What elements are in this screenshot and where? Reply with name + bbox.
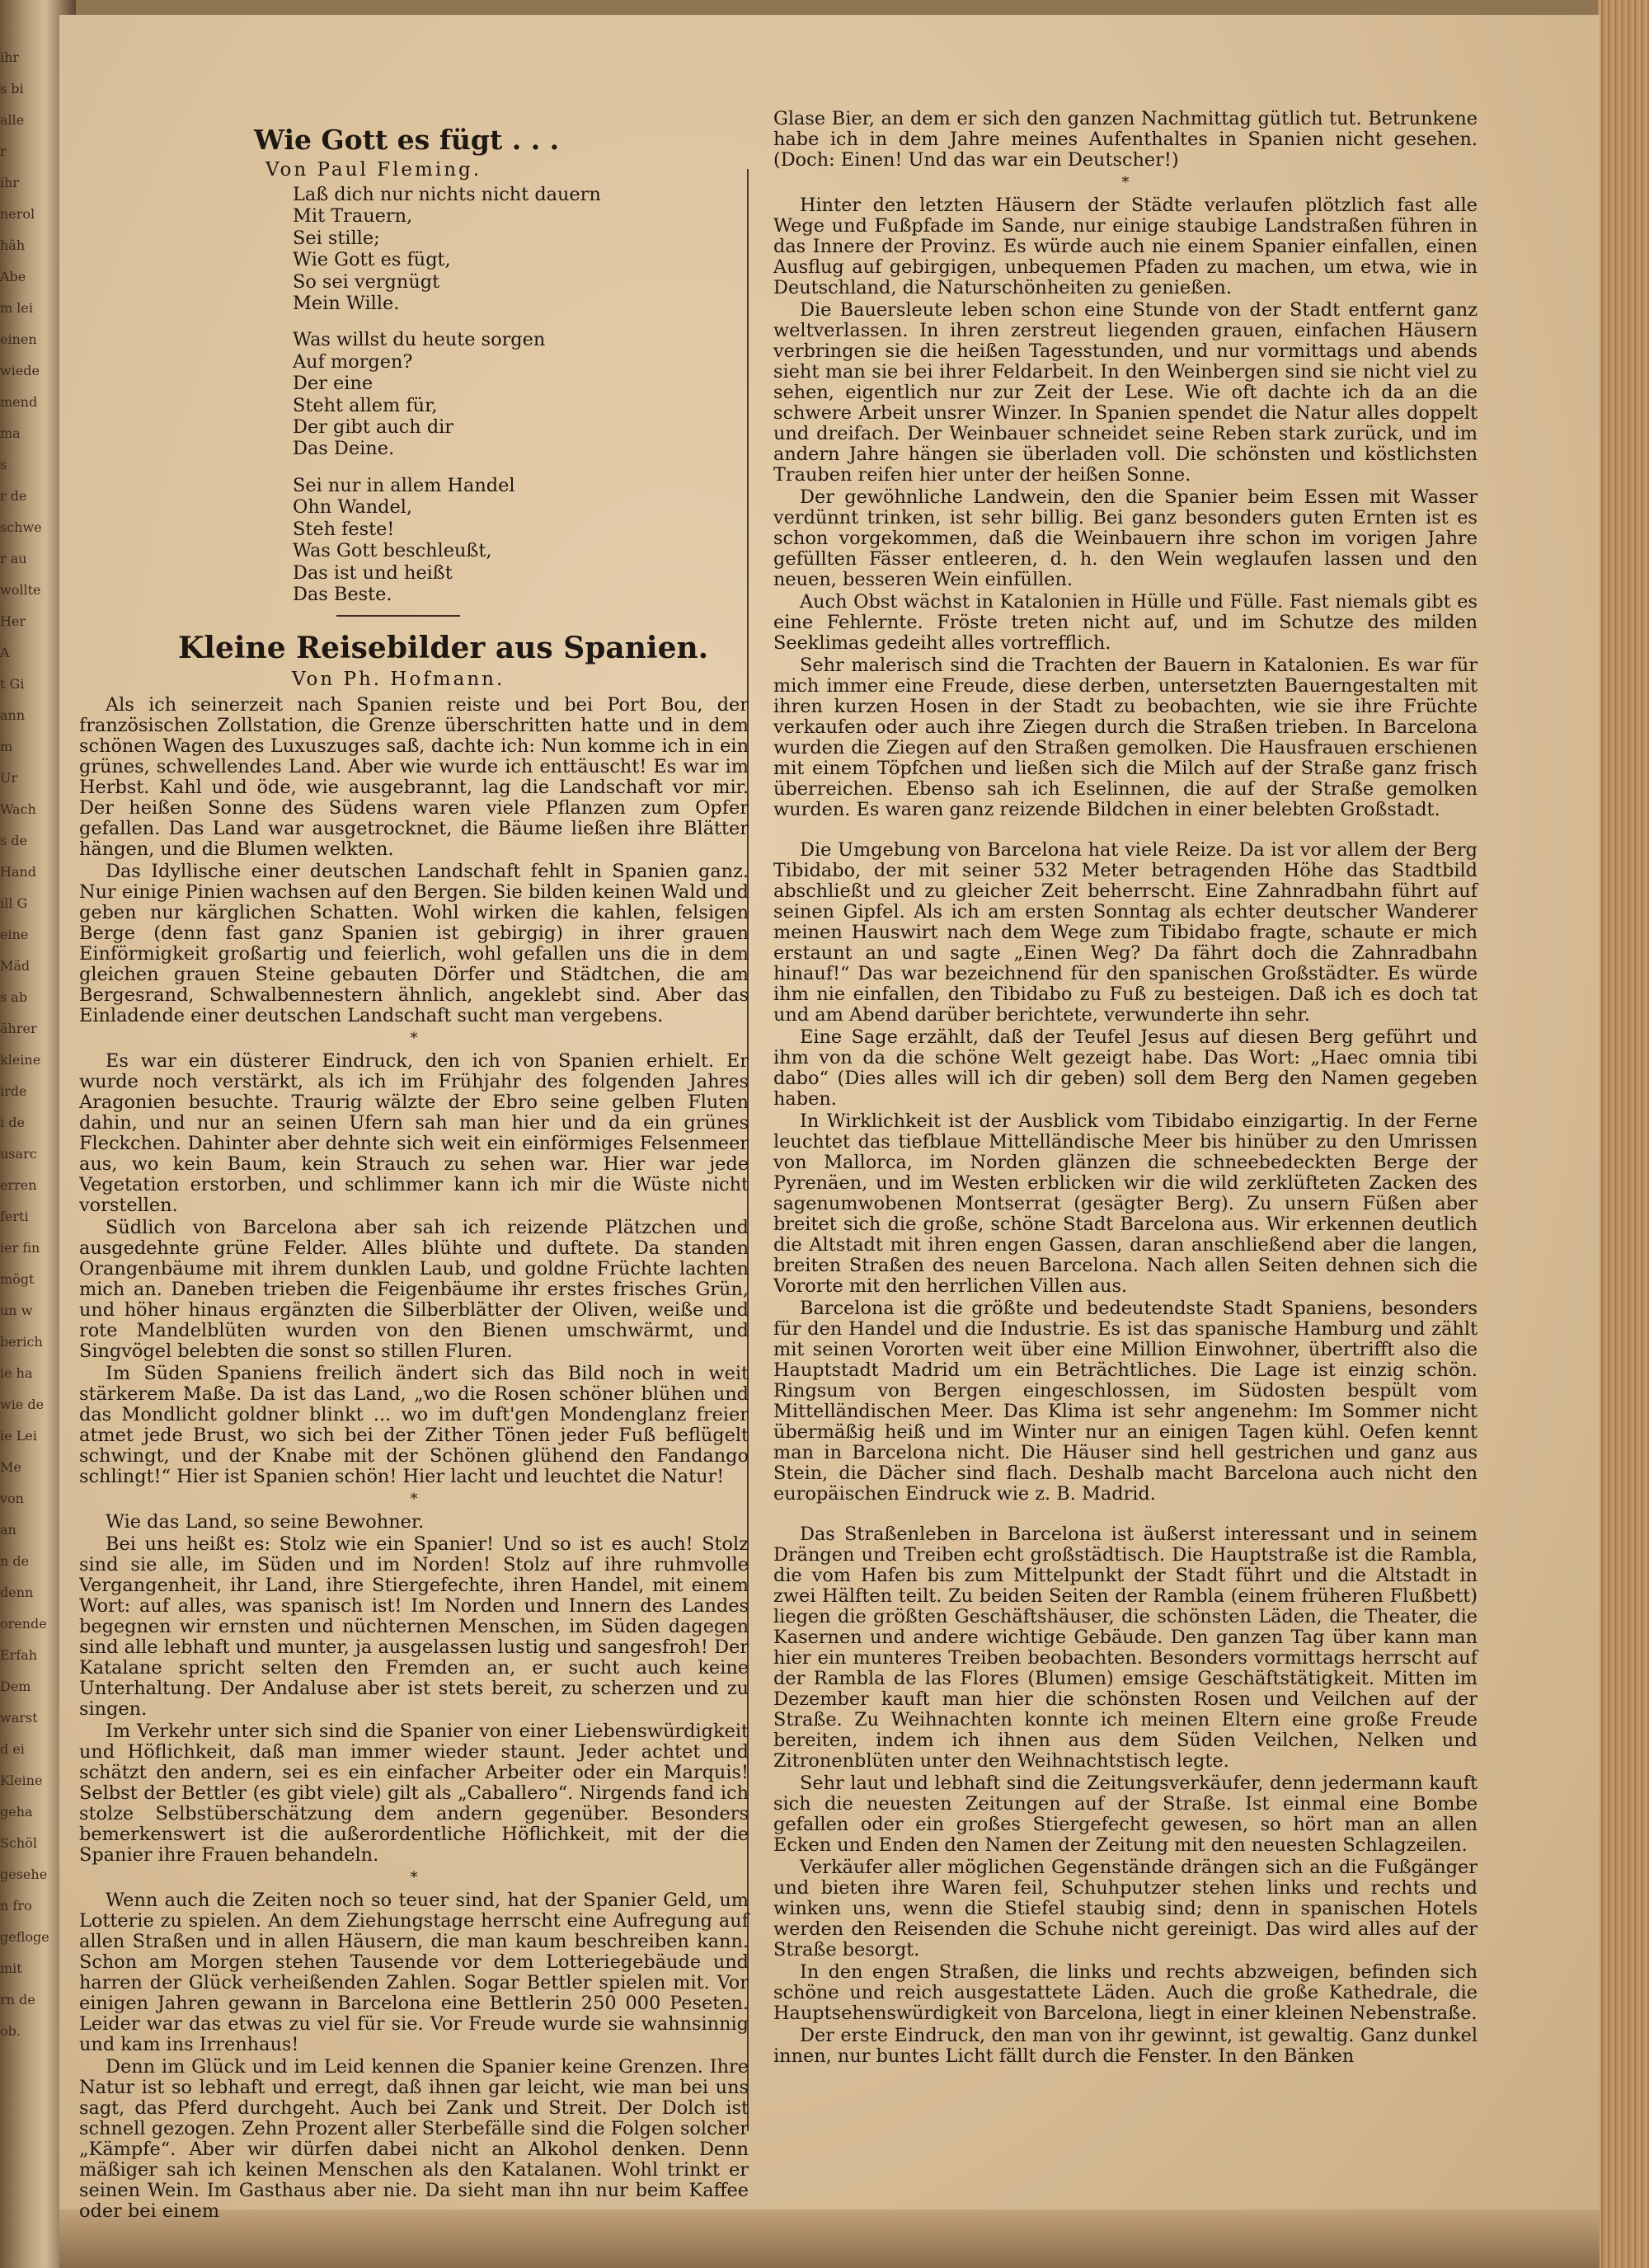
neighbor-page-fragment: orende bbox=[0, 1616, 47, 1632]
section-separator-star: * bbox=[1121, 174, 1130, 191]
neighbor-page-fragment: d ei bbox=[0, 1741, 25, 1757]
article-paragraph: Eine Sage erzählt, daß der Teufel Jesus auf diesen Berg geführt und ihm von da die schöne Welt gezeigt habe. Das Wort: „Haec omnia tibi dabo“ (Dies alles will ich dir geben) soll dem Berg den Namen gegeben haben. bbox=[773, 1026, 1478, 1110]
poem-line: Steh feste! bbox=[293, 518, 395, 540]
neighbor-page-fragment: einen bbox=[0, 331, 37, 347]
neighbor-page-fragment: ma bbox=[0, 425, 21, 441]
poem-line: Mit Trauern, bbox=[293, 205, 413, 228]
neighbor-page-fragment: wollte bbox=[0, 582, 41, 598]
neighbor-page-fragment: Her bbox=[0, 613, 26, 629]
article-paragraph: Im Verkehr unter sich sind die Spanier von einer Liebenswürdigkeit und Höflichkeit, daß man immer wieder staunt. Jeder achtet und schätzt den andern, sei es ein einfacher Arbeiter oder ein Marquis! Selbst der Bettler (es gibt viele) gilt als „Caballero“. Nirgends fand ich stolze Selbstüberschätzung dem andern gegenüber. Besonders bemerkenswert ist die außerordentliche Höflichkeit, mit der die Spanier ihre Frauen behandeln. bbox=[79, 1721, 749, 1867]
neighbor-page-fragment: ährer bbox=[0, 1021, 37, 1036]
neighbor-page-fragment: ihr bbox=[0, 49, 20, 65]
neighbor-page-fragment: geha bbox=[0, 1804, 33, 1820]
stanza-gap bbox=[79, 314, 749, 329]
article-paragraph: Der gewöhnliche Landwein, den die Spanier beim Essen mit Wasser verdünnt trinken, ist sehr billig. Bei ganz besonders guten Ernten ist es schon vorgekommen, daß die Weinbauern ihre schon im vorigen Jahre gefüllten Fässer entleeren, d. h. den Wein weglaufen lassen und den neuen, besseren Wein einfüllen. bbox=[773, 486, 1478, 590]
poem-line: Ohn Wandel, bbox=[293, 496, 413, 519]
neighbor-page-fragment: alle bbox=[0, 112, 25, 128]
neighbor-page-fragment: nerol bbox=[0, 206, 35, 222]
article-section-6 bbox=[773, 840, 1478, 1505]
article-section-7 bbox=[773, 1524, 1478, 2067]
neighbor-page-fragment: ob. bbox=[0, 2023, 21, 2039]
neighbor-page-fragment: Hand bbox=[0, 864, 37, 880]
poem-line: Was willst du heute sorgen bbox=[293, 329, 546, 351]
neighbor-page-fragment: i de bbox=[0, 1115, 25, 1130]
right-column bbox=[773, 109, 1478, 2068]
article-paragraph: Das Idyllische einer deutschen Landschaft fehlt in Spanien ganz. Nur einige Pinien wachsen auf den Bergen. Sie bilden keinen Wald und geben nur kärglichen Schatten. Wohl wirken die kahlen, felsigen Berge (denn fast ganz Spanien ist gebirgig) in ihrer grauen Einförmigkeit großartig und feierlich, wohl gefallen uns die in dem gleichen grauen Steine gebauten Dörfer und Städtchen, die am Bergesrand, Schwalbennestern ähnlich, angeklebt sind. Aber das Einladende einer deutschen Landschaft sucht man vergebens. bbox=[79, 861, 749, 1027]
neighbor-page-fragment: r de bbox=[0, 488, 27, 504]
neighbor-page-fragment: r au bbox=[0, 551, 27, 566]
poem-stanza bbox=[79, 475, 749, 605]
page-stack-edge bbox=[1598, 0, 1649, 2268]
neighbor-page-fragment: ie ha bbox=[0, 1365, 33, 1381]
neighbor-page-fragment: wiede bbox=[0, 363, 40, 378]
section-gap bbox=[773, 1506, 1478, 1524]
neighbor-page-fragment: berich bbox=[0, 1334, 43, 1350]
neighbor-page-fragment: erren bbox=[0, 1177, 37, 1193]
article-paragraph: In Wirklichkeit ist der Ausblick vom Tibidabo einzigartig. In der Ferne leuchtet das tiefblaue Mittelländische Meer bis hinüber zu den Umrissen von Mallorca, im Norden glänzen die schneebedeckten Berge der Pyrenäen, und im Westen erblicken wir die wild zerklüfteten Zacken des sagenumwobenen Montserrat (gesägter Berg). Zu unsern Füßen aber breitet sich die große, schöne Stadt Barcelona aus. Wir erkennen deutlich die Altstadt mit ihren engen Gassen, daran anschließend aber die langen, breiten Straßen des neuen Barcelona. Nach allen Seiten dehnen sich die Vororte mit den herrlichen Villen aus. bbox=[773, 1111, 1478, 1297]
article-paragraph: Sehr malerisch sind die Trachten der Bauern in Katalonien. Es war für mich immer eine Freude, diese derben, untersetzten Bauerngestalten mit ihren kurzen Hosen in der Stadt zu beobachten, wie sie ihre Früchte verkaufen oder auch ihre Ziegen durch die Straßen trieben. In Barcelona wurden die Ziegen auf den Straßen gemolken. Die Hausfrauen erschienen mit einem Töpfchen und ließen sich die Milch auf der Straße ganz frisch überreichen. Ebenso sah ich Eselinnen, die auf der Straße gemolken wurden. Es waren ganz reizende Bildchen in einer belebten Großstadt. bbox=[773, 655, 1478, 820]
neighbor-page-fragment: Mäd bbox=[0, 958, 31, 974]
neighbor-page-fragment: gefloge bbox=[0, 1929, 49, 1945]
neighbor-page-fragment: Abe bbox=[0, 269, 26, 284]
neighbor-page-fragment: irde bbox=[0, 1083, 27, 1099]
article-paragraph: Es war ein düsterer Eindruck, den ich von Spanien erhielt. Er wurde noch verstärkt, als ich im Frühjahr des folgenden Jahres Aragonien besuchte. Traurig wälzte der Ebro seine gelben Fluten dahin, und nur an seinen Ufern sah man hier und da ein grünes Fleckchen. Dahinter aber dehnte sich weit ein einförmiges Felsenmeer aus, wo kein Baum, kein Strauch zu sehen war. Hier war jede Vegetation erstorben, und schlimmer kann ich mir die Wüste nicht vorstellen. bbox=[79, 1050, 749, 1217]
article-paragraph: Hinter den letzten Häusern der Städte verlaufen plötzlich fast alle Wege und Fußpfade im Sande, nur einige staubige Landstraßen führen in das Innere der Provinz. Es würde auch nie einem Spanier einfallen, einen Ausflug auf gebirgigen, unbequemen Pfaden zu machen, um etwa, wie in Deutschland, die Naturschönheiten zu genießen. bbox=[773, 195, 1478, 298]
poem-line: Das ist und heißt bbox=[293, 561, 453, 584]
neighbor-page-fragment: mend bbox=[0, 394, 38, 410]
poem-stanza bbox=[79, 329, 749, 459]
neighbor-page-fragment: s de bbox=[0, 833, 28, 848]
poem-byline: Von Paul Fleming. bbox=[265, 159, 482, 181]
neighbor-page-fragment: Erfah bbox=[0, 1647, 38, 1663]
article-section-1 bbox=[79, 695, 749, 1026]
neighbor-page-fragment: häh bbox=[0, 237, 26, 253]
article-title: Kleine Reisebilder aus Spanien. bbox=[178, 631, 709, 666]
poem-line: So sei vergnügt bbox=[293, 270, 440, 293]
neighbor-page-fragment: von bbox=[0, 1491, 24, 1506]
section-separator-star: * bbox=[410, 1869, 418, 1887]
neighbor-page-fragment: m bbox=[0, 739, 13, 754]
neighbor-page-fragment: Kleine bbox=[0, 1773, 43, 1788]
article-paragraph: Die Bauersleute leben schon eine Stunde von der Stadt entfernt ganz weltverlassen. In ihren zerstreut liegenden grauen, einfachen Häusern verbringen sie die heißen Tagesstunden, und nur vormittags und abends sieht man sie bei ihrer Feldarbeit. In den Weinbergen sind sie nicht viel zu sehen, eigentlich nur zur Zeit der Lese. Wie oft dachte ich da an die schwere Arbeit unsrer Winzer. In Spanien spendet die Natur alles doppelt und dreifach. Der Weinbauer schneidet seine Reben stark zurück, und im andern Jahre hängen sie überladen voll. Die schönsten und köstlichsten Trauben reifen hier unter der heißen Sonne. bbox=[773, 299, 1478, 486]
article-paragraph: Das Straßenleben in Barcelona ist äußerst interessant und in seinem Drängen und Treiben echt großstädtisch. Die Hauptstraße ist die Rambla, die vom Hafen bis zum Mittelpunkt der Stadt führt und die Altstadt in zwei Hälften teilt. Zu beiden Seiten der Rambla (einem früheren Flußbett) liegen die größten Geschäftshäuser, die schönsten Läden, die Theater, die Kasernen und andere wichtige Gebäude. Den ganzen Tag über kann man hier ein munteres Treiben beobachten. Besonders vormittags herrscht auf der Rambla de las Flores (Blumen) emsige Geschäftstätigkeit. Mitten im Dezember kauft man hier die schönsten Rosen und Veilchen auf der Straße. Zu Weihnachten konnte ich meinen Eltern eine große Freude bereiten, indem ich ihnen aus dem Süden Veilchen, Nelken und Zitronenblüten unter den Weihnachtstisch legte. bbox=[773, 1524, 1478, 1772]
neighbor-page-fragment: mit bbox=[0, 1960, 22, 1976]
article-paragraph: Verkäufer aller möglichen Gegenstände drängen sich an die Fußgänger und bieten ihre Waren feil, Schuhputzer stehen links und rechts und winken uns, wenn die Stiefel staubig sind; denn in spanischen Hotels werden den Reisenden die Schuhe nicht gereinigt. Das wird alles auf der Straße besorgt. bbox=[773, 1857, 1478, 1960]
section-separator-star: * bbox=[410, 1030, 418, 1048]
neighbor-page-fragment: gesehe bbox=[0, 1867, 48, 1882]
neighbor-page-fragment: Wach bbox=[0, 801, 36, 817]
poem-separator-rule bbox=[336, 615, 460, 617]
article-section-2 bbox=[79, 1051, 749, 1487]
poem-line: Was Gott beschleußt, bbox=[293, 540, 492, 562]
neighbor-page-edge bbox=[0, 49, 49, 2226]
article-paragraph: Bei uns heißt es: Stolz wie ein Spanier! Und so ist es auch! Stolz sind sie alle, im Süden und im Norden! Stolz auf ihre ruhmvolle Vergangenheit, ihr Land, ihre Stiergefechte, ihren Handel, mit einem Wort: auf alles, was spanisch ist! Im Norden und Innern des Landes begegnen wir ernsten und nüchternen Menschen, im Süden dagegen sind alle lebhaft und munter, ja ausgelassen lustig und sangesfroh! Der Katalane spricht selten den Fremden an, er sucht auch keine Unterhaltung. Der Andaluse aber ist stets bereit, zu scherzen und zu singen. bbox=[79, 1533, 749, 1721]
article-paragraph: Südlich von Barcelona aber sah ich reizende Plätzchen und ausgedehnte grüne Felder. Alles blühte und duftete. Da standen Orangenbäume mit ihrem dunklen Laub, und goldne Früchte lachten mich an. Daneben trieben die Feigenbäume ihr erstes frisches Grün, und höher hinaus ergänzten die Silberblätter der Oliven, weiße und rote Mandelblüten wurden von den Bienen umschwärmt, und Singvögel belebten die sonst so stillen Fluren. bbox=[79, 1217, 749, 1363]
poem-line: Wie Gott es fügt, bbox=[293, 249, 451, 271]
article-paragraph: Barcelona ist die größte und bedeutendste Stadt Spaniens, besonders für den Handel und die Industrie. Es ist das spanische Hamburg und zählt mit seinen Vororten weit über eine Million Einwohner, übertrifft also die Hauptstadt Madrid um ein Beträchtliches. Die Lage ist einzig schön. Ringsum von Bergen eingeschlossen, im Südosten bespült vom Mittelländischen Meer. Das Klima ist sehr angenehm: Im Sommer nicht übermäßig heiß und im Winter nur an einigen Tagen kühl. Oefen kennt man in Barcelona nicht. Die Häuser sind hell gestrichen und ganz aus Stein, die Dächer sind flach. Deshalb macht Barcelona auch nicht den europäischen Eindruck wie z. B. Madrid. bbox=[773, 1298, 1478, 1505]
poem-body bbox=[79, 184, 749, 605]
neighbor-page-fragment: A bbox=[0, 645, 10, 660]
neighbor-page-fragment: Schöl bbox=[0, 1835, 37, 1851]
article-section-4 bbox=[79, 1890, 749, 2222]
neighbor-page-fragment: ihr bbox=[0, 175, 20, 190]
poem-stanza bbox=[79, 184, 749, 314]
poem-line: Laß dich nur nichts nicht dauern bbox=[293, 184, 601, 205]
article-byline: Von Ph. Hofmann. bbox=[292, 669, 505, 691]
neighbor-page-fragment: schwe bbox=[0, 519, 42, 535]
poem-line: Steht allem für, bbox=[293, 394, 438, 416]
neighbor-page-fragment: kleine bbox=[0, 1052, 41, 1068]
section-separator-star: * bbox=[410, 1491, 418, 1509]
neighbor-page-fragment: s bi bbox=[0, 81, 24, 96]
article-paragraph: Der erste Eindruck, den man von ihr gewinnt, ist gewaltig. Ganz dunkel innen, nur buntes Licht fällt durch die Fenster. In den Bänken bbox=[773, 2025, 1478, 2067]
article-continuation: Glase Bier, an dem er sich den ganzen Nachmittag gütlich tut. Betrunkene habe ich in dem Jahre meines Aufenthaltes in Spanien nicht gesehen. (Doch: Einen! Und das war ein Deutscher!) bbox=[773, 108, 1478, 171]
article-paragraph: Auch Obst wächst in Katalonien in Hülle und Fülle. Fast niemals gibt es eine Fehlernte. Fröste treten nicht auf, und im Schutze des milden Seeklimas gedeiht alles vortrefflich. bbox=[773, 591, 1478, 654]
neighbor-page-fragment: Me bbox=[0, 1459, 21, 1475]
poem-line: Sei stille; bbox=[293, 227, 380, 249]
article-paragraph: Im Süden Spaniens freilich ändert sich das Bild noch in weit stärkerem Maße. Da ist das Land, „wo die Rosen schöner blühen und das Mondlicht goldner blinkt ... wo im duft'gen Mondenglanz freier atmet jede Brust, wo sich bei der Zither Tönen jeder Fuß beflügelt schwingt, und der Knabe mit der Schönen glühend den Fandango schlingt!“ Hier ist Spanien schön! Hier lacht und leuchtet die Natur! bbox=[79, 1363, 749, 1488]
neighbor-page-fragment: eine bbox=[0, 927, 29, 942]
left-column bbox=[79, 124, 749, 2223]
poem-line: Auf morgen? bbox=[293, 350, 413, 373]
neighbor-page-fragment: wie de bbox=[0, 1397, 45, 1412]
article-paragraph: Sehr laut und lebhaft sind die Zeitungsverkäufer, denn jedermann kauft sich die neuesten Zeitungen auf der Straße. Ist einmal eine Bombe gefallen oder ein großes Stiergefecht gewesen, so hört man an allen Ecken und Enden den Namen der Zeitung mit den neuesten Schlagzeilen. bbox=[773, 1773, 1478, 1856]
poem-line: Sei nur in allem Handel bbox=[293, 474, 515, 496]
poem-line: Der eine bbox=[293, 373, 373, 395]
poem-line: Das Deine. bbox=[293, 438, 395, 460]
poem-line: Mein Wille. bbox=[293, 293, 400, 315]
poem-line: Das Beste. bbox=[293, 583, 392, 605]
neighbor-page-fragment: Ur bbox=[0, 770, 18, 786]
neighbor-page-fragment: m lei bbox=[0, 300, 33, 316]
neighbor-page-fragment: ferti bbox=[0, 1209, 29, 1224]
article-paragraph: Denn im Glück und im Leid kennen die Spanier keine Grenzen. Ihre Natur ist so lebhaft und erregt, daß ihnen gar leicht, wie man bei uns sagt, das Pferd durchgeht. Auch bei Zank und Streit. Der Dolch ist schnell gezogen. Zehn Prozent aller Sterbefälle sind die Folgen solcher „Kämpfe“. Aber wir dürfen dabei nicht an Alkohol denken. Denn mäßiger sah ich keinen Menschen als den Katalanen. Wohl trinkt er seinen Wein. Im Gasthaus aber nie. Da sieht man ihn nur beim Kaffee oder bei einem bbox=[79, 2056, 749, 2223]
neighbor-page-fragment: r bbox=[0, 143, 7, 159]
neighbor-page-fragment: ier fin bbox=[0, 1240, 40, 1256]
section-gap bbox=[773, 822, 1478, 840]
stanza-gap bbox=[79, 460, 749, 475]
article-paragraph: In den engen Straßen, die links und rechts abzweigen, befinden sich schöne und reich ausgestattete Läden. Auch die große Kathedrale, die Hauptsehenswürdigkeit von Barcelona, liegt in einer kleinen Nebenstraße. bbox=[773, 1961, 1478, 2024]
neighbor-page-fragment: an bbox=[0, 1522, 16, 1538]
neighbor-page-fragment: denn bbox=[0, 1585, 34, 1600]
neighbor-page-fragment: Dem bbox=[0, 1679, 31, 1694]
neighbor-page-fragment: ill G bbox=[0, 895, 28, 911]
neighbor-page-fragment: s bbox=[0, 457, 7, 472]
poem-line: Der gibt auch dir bbox=[293, 416, 454, 439]
article-section-5 bbox=[773, 195, 1478, 820]
neighbor-page-fragment: un w bbox=[0, 1303, 33, 1318]
article-paragraph: Wie das Land, so seine Bewohner. bbox=[106, 1511, 425, 1533]
neighbor-page-fragment: mögt bbox=[0, 1271, 35, 1287]
neighbor-page-fragment: t Gi bbox=[0, 676, 25, 692]
article-section-3 bbox=[79, 1512, 749, 1866]
neighbor-page-fragment: n fro bbox=[0, 1898, 32, 1913]
article-paragraph: Als ich seinerzeit nach Spanien reiste und bei Port Bou, der französischen Zollstation, die Grenze überschritten hatte und in dem schönen Wagen des Luxuszuges saß, dachte ich: Nun komme ich in ein grünes, schwellendes Land. Aber wie wurde ich enttäuscht! Es war im Herbst. Kahl und öde, wie ausgebrannt, lag die Landschaft vor mir. Der heißen Sonne des Südens waren viele Pflanzen zum Opfer gefallen. Das Land war ausgetrocknet, die Bäume ließen ihre Blätter hängen, und die Blumen welkten. bbox=[79, 694, 749, 861]
neighbor-page-fragment: usarc bbox=[0, 1146, 37, 1162]
article-paragraph: Die Umgebung von Barcelona hat viele Reize. Da ist vor allem der Berg Tibidabo, der mit seiner 532 Meter betragenden Höhe das Stadtbild abschließt und zu gleicher Zeit beherrscht. Eine Zahnradbahn führt auf seinen Gipfel. Als ich am ersten Sonntag als echter deutscher Wanderer meinen Hauswirt nach dem Wege zum Tibidabo fragte, schaute er mich erstaunt an und sagte „Einen Weg? Da fährt doch die Zahnradbahn hinauf!“ Das war bezeichnend für den spanischen Großstädter. Es würde ihm nie einfallen, den Tibidabo zu Fuß zu besteigen. Daß ich es doch tat und am Abend darüber berichtete, verwunderte ihn sehr. bbox=[773, 839, 1478, 1026]
neighbor-page-fragment: n de bbox=[0, 1553, 30, 1569]
neighbor-page-fragment: ann bbox=[0, 707, 26, 723]
neighbor-page-fragment: ie Lei bbox=[0, 1428, 37, 1444]
poem-title: Wie Gott es fügt . . . bbox=[254, 124, 560, 156]
neighbor-page-fragment: warst bbox=[0, 1710, 38, 1726]
neighbor-page-fragment: rn de bbox=[0, 1992, 35, 2007]
article-paragraph: Wenn auch die Zeiten noch so teuer sind, hat der Spanier Geld, um Lotterie zu spielen. An dem Ziehungstage herrscht eine Aufregung auf allen Straßen und in allen Häusern, die man kaum beschreiben kann. Schon am Morgen stehen Tausende vor dem Lotteriegebäude und harren der Glück verheißenden Zahlen. Sogar Bettler spielen mit. Vor einigen Jahren gewann in Barcelona eine Bettlerin 250 000 Peseten. Leider war das etwas zu viel für sie. Vor Freude wurde sie wahnsinnig und kam ins Irrenhaus! bbox=[79, 1890, 749, 2056]
neighbor-page-fragment: s ab bbox=[0, 989, 28, 1005]
